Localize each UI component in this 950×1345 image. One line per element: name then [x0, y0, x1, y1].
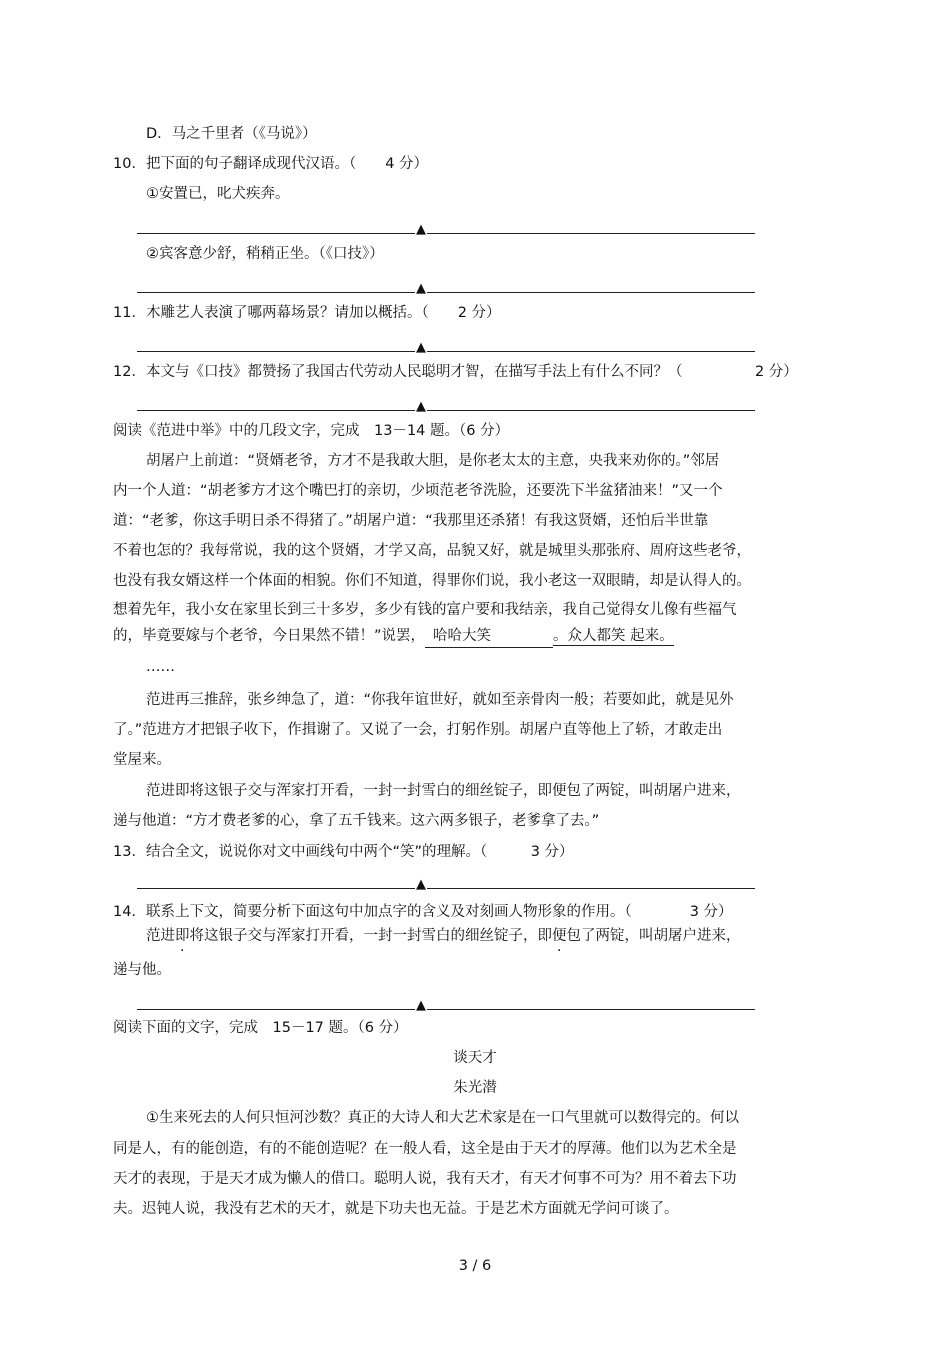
q9-option-d: D．马之千里者（《马说》） — [146, 126, 317, 142]
answer-marker: ▲ — [416, 281, 426, 296]
reading2-p1-line1: ①生来死去的人何只恒河沙数？真正的大诗人和大艺术家是在一口气里就可以数得完的。何以 — [146, 1110, 739, 1126]
answer-line-14[interactable] — [137, 990, 755, 1013]
reading2-p1-line4: 夫。迟钝人说，我没有艺术的天才，就是下功夫也无益。于是艺术方面就无学问可谈了。 — [113, 1201, 679, 1217]
q11-stem: 11．木雕艺人表演了哪两幕场景？请加以概括。（ 2 分） — [113, 305, 501, 321]
ellipsis: …… — [146, 659, 175, 675]
reading1-p1-line6: 想着先年，我小女在家里长到三十多岁，多少有钱的富户要和我结亲，我自己觉得女儿像有些福气 — [113, 602, 737, 618]
reading1-p2-line1: 范进再三推辞，张乡绅急了，道：“你我年谊世好，就如至亲骨肉一般；若要如此，就是见外 — [146, 692, 734, 708]
dotted-char-bian: 便 — [552, 928, 567, 944]
underlined-laugh-1: 哈哈大笑 — [425, 626, 553, 648]
answer-line-10-1[interactable] — [137, 214, 755, 237]
reading1-p1-line2: 内一个人道：“胡老爹方才这个嘴巴打的亲切，少顷范老爷洗脸，还要洗下半盆猪油来！”又一个 — [113, 483, 723, 499]
reading2-intro: 阅读下面的文字，完成 15－17 题。（6 分） — [113, 1020, 408, 1036]
q10-sentence-1: ①安置已，叱犬疾奔。 — [146, 186, 290, 202]
underlined-laugh-2: 。众人都笑 起来。 — [553, 628, 674, 644]
page-number: 3 / 6 — [458, 1258, 492, 1274]
answer-marker: ▲ — [416, 222, 426, 237]
reading1-p2-line3: 堂屋来。 — [113, 752, 171, 768]
reading1-p1-last-text: 的，毕竟要嫁与个老爷，今日果然不错！”说罢， — [113, 628, 426, 644]
answer-marker: ▲ — [416, 877, 426, 892]
essay-author: 朱光潜 — [453, 1080, 497, 1096]
essay-title: 谈天才 — [453, 1050, 497, 1066]
q14-quote-line2: 递与他。 — [113, 962, 171, 978]
answer-line-12[interactable] — [137, 391, 755, 414]
reading1-p3-line1: 范进即将这银子交与浑家打开看，一封一封雪白的细丝锭子，即便包了两锭，叫胡屠户进来， — [146, 783, 741, 799]
q14-quote-line1: 范进即将这银子交与浑家打开看，一封一封雪白的细丝锭子，即便包了两锭，叫胡屠户进来， — [146, 928, 741, 944]
answer-line-11[interactable] — [137, 332, 755, 355]
reading1-p2-line2: 了。”范进方才把银子收下，作揖谢了。又说了一会，打躬作别。胡屠户直等他上了轿，才敢走出 — [113, 722, 723, 738]
dotted-char-ji: 即 — [175, 928, 190, 944]
reading1-p1-line7 — [113, 626, 674, 648]
reading1-intro: 阅读《范进中举》中的几段文字，完成 13－14 题。（6 分） — [113, 423, 510, 439]
reading2-p1-line2: 同是人，有的能创造，有的不能创造呢？在一般人看，这全是由于天才的厚薄。他们以为艺术全是 — [113, 1141, 737, 1157]
answer-line-10-2[interactable] — [137, 273, 755, 296]
q12-stem: 12．本文与《口技》都赞扬了我国古代劳动人民聪明才智，在描写手法上有什么不同？（ 2 分） — [113, 364, 798, 380]
reading1-p1-line1: 胡屠户上前道：“贤婿老爷，方才不是我敢大胆，是你老太太的主意，央我来劝你的。”邻居 — [146, 453, 720, 469]
answer-marker: ▲ — [416, 340, 426, 355]
answer-marker: ▲ — [416, 998, 426, 1013]
q13-stem: 13．结合全文，说说你对文中画线句中两个“笑”的理解。（ 3 分） — [113, 844, 574, 860]
answer-line-13[interactable] — [137, 869, 755, 892]
reading1-p1-line4: 不着也怎的？我每常说，我的这个贤婿，才学又高，品貌又好，就是城里头那张府、周府这些老爷， — [113, 543, 751, 559]
reading2-p1-line3: 天才的表现，于是天才成为懒人的借口。聪明人说，我有天才，有天才何事不可为？用不着去下功 — [113, 1171, 737, 1187]
reading1-p3-line2: 递与他道：“方才费老爹的心，拿了五千钱来。这六两多银子，老爹拿了去。” — [113, 813, 600, 829]
answer-marker: ▲ — [416, 399, 426, 414]
q14-stem: 14．联系上下文，简要分析下面这句中加点字的含义及对刻画人物形象的作用。（ 3 分） — [113, 904, 733, 920]
reading1-p1-line3: 道：“老爹，你这手明日杀不得猪了。”胡屠户道：“我那里还杀猪！有我这贤婿，还怕后半世靠 — [113, 513, 709, 529]
reading1-p1-line5: 也没有我女婿这样一个体面的相貌。你们不知道，得罪你们说，我小老这一双眼睛，却是认得人的。 — [113, 573, 751, 589]
q10-sentence-2: ②宾客意少舒，稍稍正坐。（《口技》） — [146, 246, 384, 262]
q10-stem: 10．把下面的句子翻译成现代汉语。（ 4 分） — [113, 156, 429, 172]
